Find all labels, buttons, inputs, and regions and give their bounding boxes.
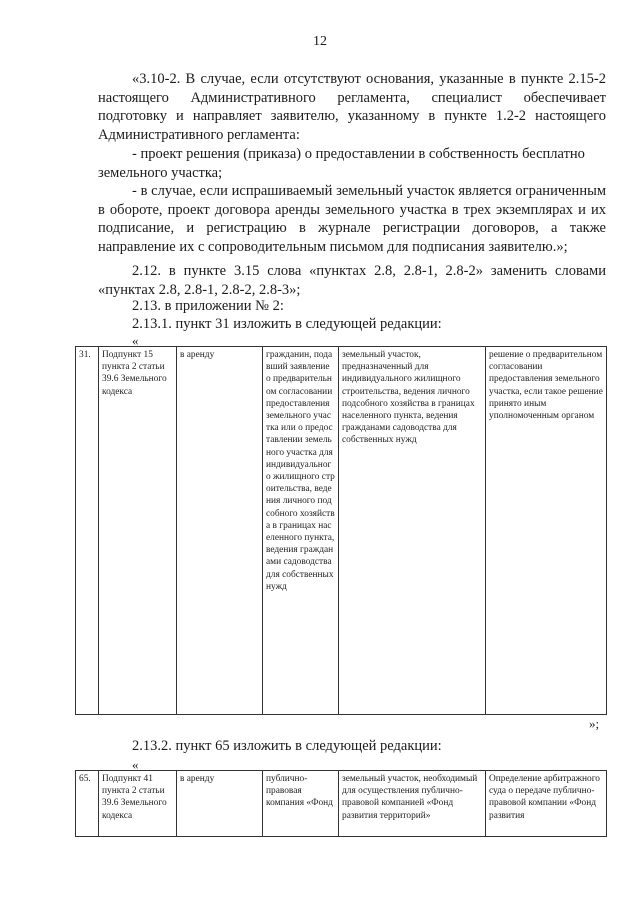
- paragraph-3-10-2: «3.10-2. В случае, если отсутствуют основания, указанные в пункте 2.15-2 настоящего Административного регламента, специалист обеспечивает подготовку и направляет заявителю, указанному в пункте 1.2-2 настоящего Административного регламента:: [98, 71, 606, 143]
- paragraph-2-12: 2.12. в пункте 3.15 слова «пунктах 2.8, 2.8-1, 2.8-2» заменить словами «пунктах 2.8, 2.8-1, 2.8-2, 2.8-3»;: [98, 263, 606, 298]
- paragraph-2-13: 2.13. в приложении № 2:: [132, 298, 284, 314]
- paragraph-decision-draft: - проект решения (приказа) о предоставлении в собственность бесплатно земельного участка;: [98, 146, 585, 181]
- paragraph-2-13-2: 2.13.2. пункт 65 изложить в следующей редакции:: [132, 738, 442, 754]
- table-item-31: [75, 346, 607, 715]
- table-row: [76, 771, 607, 837]
- page-number: 12: [313, 34, 327, 49]
- opening-quote-2: «: [132, 757, 139, 772]
- transfer-type-cell: в аренду: [177, 771, 263, 837]
- row-number: 31.: [76, 347, 99, 715]
- transfer-type-cell: в аренду: [177, 347, 263, 715]
- table-item-65: [75, 770, 607, 837]
- legal-basis-cell: Подпункт 41 пункта 2 статьи 39.6 Земельного кодекса: [99, 771, 177, 837]
- document-cell: Определение арбитражного суда о передаче публично-правовой компании «Фонд развития: [486, 771, 607, 837]
- closing-quote: »;: [589, 716, 600, 731]
- applicant-cell: публично-правовая компания «Фонд: [263, 771, 339, 837]
- paragraph-lease-draft: - в случае, если испрашиваемый земельный участок является ограниченным в обороте, проект договора аренды земельного участка в трех экземплярах и их подписание, и регистрацию в журнале регистрации договоров, а также направление их с сопроводительным письмом для подписания заявителю.»;: [98, 183, 606, 255]
- applicant-cell: гражданин, подавший заявление о предварительном согласовании предоставления земельного участка или о предоставлении земельного участка для индивидуального жилищного строительства, ведения личного подсобного хозяйства в границах населенного пункта, ведения гражданами садоводства для собственных нужд: [263, 347, 339, 715]
- opening-quote: «: [132, 333, 139, 348]
- row-number: 65.: [76, 771, 99, 837]
- table-row: [76, 347, 607, 715]
- land-plot-cell: земельный участок, предназначенный для индивидуального жилищного строительства, ведения личного подсобного хозяйства в границах населенного пункта, ведения гражданами садоводства для собственных нужд: [339, 347, 486, 715]
- paragraph-2-13-1: 2.13.1. пункт 31 изложить в следующей редакции:: [132, 316, 442, 332]
- legal-basis-cell: Подпункт 15 пункта 2 статьи 39.6 Земельного кодекса: [99, 347, 177, 715]
- document-cell: решение о предварительном согласовании предоставления земельного участка, если такое решение принято иным уполномоченным органом: [486, 347, 607, 715]
- land-plot-cell: земельный участок, необходимый для осуществления публично-правовой компанией «Фонд развития территорий»: [339, 771, 486, 837]
